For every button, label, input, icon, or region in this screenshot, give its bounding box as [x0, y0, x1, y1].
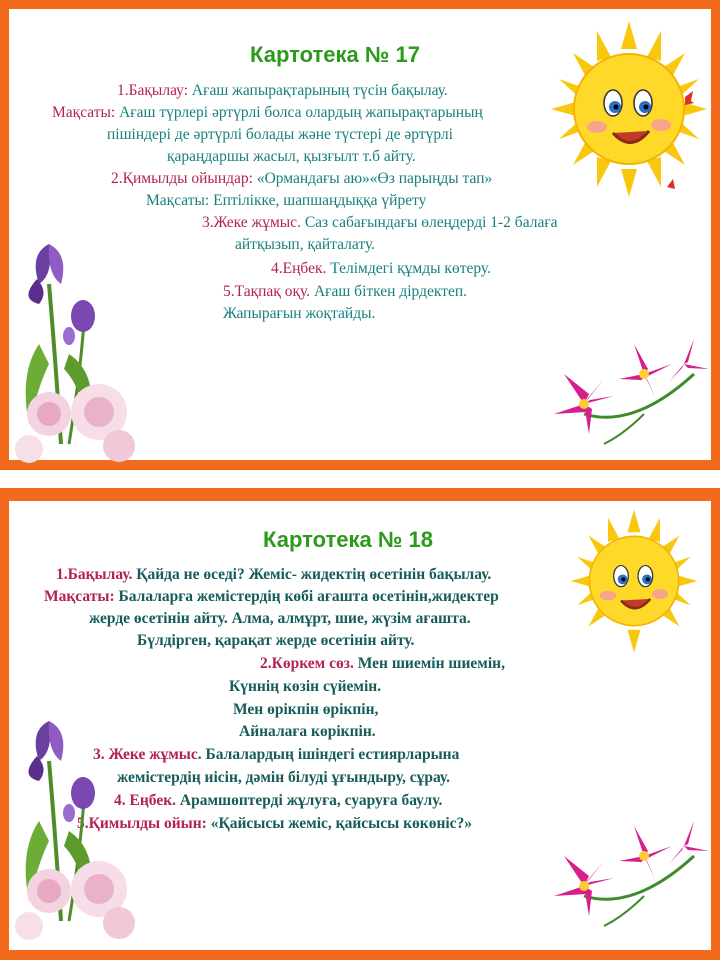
lily-flowers-icon	[544, 816, 714, 946]
card-title: Картотека № 17	[250, 42, 420, 67]
line-individual-work: 3. Жеке жұмыс. Балалардың ішіндегі естиярларына	[93, 746, 460, 763]
line-poem-3: Айналаға көрікпін.	[239, 723, 376, 740]
line-poem-2: Мен өрікпін өрікпін,	[233, 701, 379, 718]
line-goal-cont2: Бүлдірген, қарақат жерде өсетінін айту.	[137, 632, 415, 649]
line-individual-work: 3.Жеке жұмыс. Саз сабағындағы өлеңдерді 1-2 балаға	[202, 214, 558, 231]
line-goal-cont: жерде өсетінін айту. Алма, алмұрт, шие, жүзім ағашта.	[89, 610, 471, 627]
line-individual-cont: жемістердің иісін, дәмін білуді ұғындыру, сұрау.	[117, 769, 450, 786]
line-observation: 1.Бақылау. Қайда не өседі? Жеміс- жидектің өсетінін бақылау.	[56, 566, 492, 583]
flowers-left-icon	[9, 224, 159, 464]
line-active-game: 5.Қимылды ойын: «Қайсысы жеміс, қайсысы көкөніс?»	[77, 815, 473, 832]
line-games-goal: Мақсаты: Ептілікке, шапшаңдыққа үйрету	[146, 192, 427, 209]
line-verbal-art: 2.Көркем сөз. Мен шиемін шиемін,	[260, 655, 505, 672]
line-labor: 4.Еңбек. Телімдегі құмды көтеру.	[271, 260, 491, 277]
line-goal-cont2: қараңдаршы жасыл, қызғылт т.б айту.	[167, 148, 416, 165]
line-observation: 1.Бақылау: Ағаш жапырақтарының түсін бақылау.	[117, 82, 448, 99]
line-poem: 5.Тақпақ оқу. Ағаш біткен дірдектеп.	[223, 283, 467, 300]
line-individual-cont: айтқызып, қайталату.	[235, 236, 376, 253]
line-goal: Мақсаты: Балаларға жемістердің көбі ағашта өсетінін,жидектер	[44, 588, 499, 605]
sun-icon	[569, 506, 699, 656]
sun-icon	[549, 19, 709, 199]
line-active-games: 2.Қимылды ойындар: «Ормандағы аю»«Өз парыңды тап»	[111, 170, 493, 187]
card-18	[0, 488, 720, 960]
flowers-left-icon	[9, 686, 159, 956]
line-goal-cont: пішіндері де әртүрлі болады және түстері де әртүрлі	[107, 126, 453, 143]
card-title: Картотека № 18	[263, 527, 433, 552]
line-labor: 4. Еңбек. Арамшөптерді жұлуға, суаруға баулу.	[114, 792, 443, 809]
line-goal: Мақсаты: Ағаш түрлері әртүрлі болса олардың жапырақтарының	[52, 104, 483, 121]
card-17	[0, 0, 720, 470]
line-poem-cont: Жапырағын жоқтайды.	[223, 305, 376, 322]
line-poem-1: Күннің көзін сүйемін.	[229, 678, 382, 695]
lily-flowers-icon	[544, 334, 714, 464]
